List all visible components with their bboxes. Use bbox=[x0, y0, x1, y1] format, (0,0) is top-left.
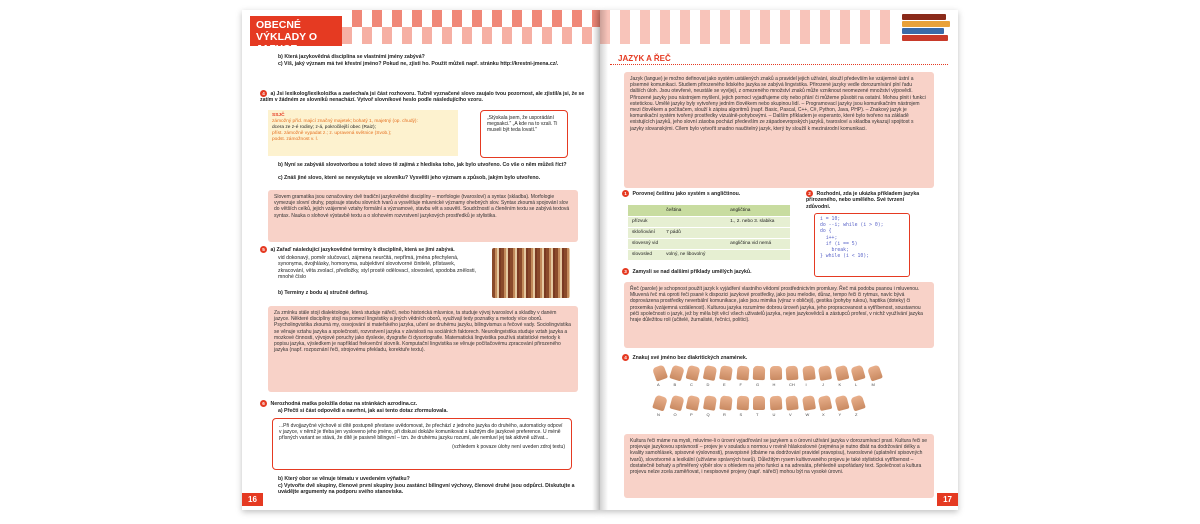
hand-sign-label: Q bbox=[706, 412, 710, 417]
right-header bbox=[600, 10, 958, 50]
question-3 bbox=[622, 268, 812, 275]
hand-sign-label: G bbox=[756, 382, 760, 387]
hand-sign-icon bbox=[834, 365, 849, 381]
hand-sign-icon bbox=[850, 394, 866, 411]
hand-sign-icon bbox=[785, 395, 798, 410]
question-6c: c) Vytvořte dvě skupiny, členové první skupiny jsou zastánci bilingvní výchovy, členové druhé jsou odpůrci. Diskutujte a uvádějte argumenty na podporu svého stanoviska. bbox=[278, 483, 575, 496]
table-cell: 7 pádů bbox=[662, 227, 726, 238]
hand-sign-label: L bbox=[855, 382, 858, 387]
hand-sign-icon bbox=[685, 365, 700, 381]
code-line: i = 10; bbox=[820, 217, 841, 222]
code-line: do --i; while (i > 0); bbox=[820, 223, 884, 229]
question-4 bbox=[260, 90, 590, 104]
question-c1: c) Víš, jaký význam má tvé křestní jméno? Pokud ne, zjisti ho. Použít můžeš např. stránku http://krestni-jmena.cz/. bbox=[278, 61, 559, 67]
hand-sign-label: E bbox=[723, 382, 726, 387]
hand-sign-label: X bbox=[822, 412, 825, 417]
code-line: if (i == 5) bbox=[820, 241, 858, 247]
question-1 bbox=[622, 190, 802, 197]
dictionary-entry bbox=[268, 110, 458, 156]
code-line: } while (i < 10); bbox=[820, 254, 870, 260]
question-2 bbox=[806, 190, 926, 210]
hand-sign-icon bbox=[736, 366, 749, 381]
question-number: 2 bbox=[806, 190, 813, 197]
hand-sign-label: W bbox=[805, 412, 810, 417]
hand-sign-icon bbox=[669, 395, 684, 412]
checker-pattern bbox=[600, 10, 900, 44]
dictionary-line: zámožný příd. majicí značný majetek; bohatý 1, majetný (op. chudý): bbox=[272, 119, 418, 124]
hand-sign-label: J bbox=[822, 382, 824, 387]
hand-sign-label: T bbox=[756, 412, 759, 417]
hand-sign-icon bbox=[818, 365, 832, 381]
question-number: 3 bbox=[622, 268, 629, 275]
hand-sign-icon bbox=[702, 395, 716, 411]
question-5 bbox=[260, 246, 490, 253]
question-text: a) Jsi lexikolog/lexikoložka a zaelecha/a jsi část rozhovoru. Tučně vyznačené slovo zaujalo tvou pozornost, ale zjistil/a jsi, že se zatím v žádném ze slovníků nenachází. Vytvoř slovníkové heslo podle následujícího vzoru. bbox=[260, 90, 585, 104]
hand-sign-label: O bbox=[673, 412, 677, 417]
hand-sign-label: U bbox=[772, 412, 776, 417]
hand-sign-label: A bbox=[657, 382, 660, 387]
hand-sign-icon bbox=[753, 396, 765, 410]
hand-sign-icon bbox=[850, 365, 865, 382]
table-cell: skloňování bbox=[628, 227, 662, 238]
hand-sign-label: P bbox=[690, 412, 693, 417]
table-cell bbox=[726, 249, 790, 260]
quote-box: „Stýskala jsem, že usporádání megsakci." „A kde na to vzali. Ti museli být teda lovatí." bbox=[480, 110, 568, 158]
hand-sign-icon bbox=[769, 396, 782, 411]
table-cell: přízvuk bbox=[628, 216, 662, 227]
hand-sign-label: F bbox=[739, 382, 742, 387]
table-row bbox=[628, 227, 790, 238]
code-line: break; bbox=[820, 248, 849, 254]
question-number: 4 bbox=[622, 354, 629, 361]
question-number: 1 bbox=[622, 190, 629, 197]
hand-sign-icon bbox=[867, 364, 883, 381]
hand-sign-label: I bbox=[805, 382, 807, 387]
info-box-disciplines: Za zmínku stále stojí dialektologie, která studuje nářečí, nebo historická mluvnice, ta studuje vývoj tvarosloví a skladby v daném jazyce. Některé disciplíny stojí na pomezí lingvistiky a jiných vědních oborů, využívají tedy poznatky a metody více oborů. Psycholingvistika zkoumá my, osvojování si mateřského jazyka, učení se druhému jazyku, bilingvismus a řečové vady. Sociolingvistika se věnuje vztahu jazyka a společnosti, rozvrstvení jazyka v závislosti na sociálních faktorech. Neurolingvistika studuje vztah jazyka a mozkové činnosti, vývojové poruchy jako dyslexie, dysgrafie či dysortografie. Matematická lingvistika používá statistické metody k popisu jazyka, výsledkem je například frekvenční slovník. Komputační lingvistika se věnuje počítačovému zpracování přirozeného jazyka (např. rozpoznání řeči, strojovému překladu, korektuře textu). bbox=[268, 306, 578, 392]
question-text: Zamysli se nad dalšími příklady umělých jazyků. bbox=[632, 268, 752, 275]
answer-excerpt-box bbox=[272, 418, 572, 470]
left-header bbox=[242, 10, 600, 55]
hand-sign-icon bbox=[719, 395, 732, 410]
table-header-row bbox=[628, 205, 790, 216]
table-cell: slovosled bbox=[628, 249, 662, 260]
comparison-table bbox=[628, 205, 790, 261]
sign-alphabet-grid bbox=[654, 366, 884, 428]
question-text: Znakuj své jméno bez diakritických znamének. bbox=[632, 354, 748, 361]
question-text: Porovnej češtinu jako systém s angličtinou. bbox=[632, 190, 741, 197]
hand-sign-label: B bbox=[673, 382, 677, 387]
question-text: Nerozhodná matka položila dotaz na stránkách azrodina.cz. bbox=[270, 400, 418, 407]
hand-sign-icon bbox=[818, 395, 833, 411]
question-number: 4 bbox=[260, 90, 267, 97]
info-box-grammar: Slovem gramatika jsou označovány dvě tradiční jazykovědné disciplíny – morfologie (tvarosloví) a syntax (skladba). Morfologie vymezuje slovní druhy, popisuje stavbu slovních tvarů a vysvětluje mluvnické významy ohebných slov. Syntax zkoumá spojování slov do větších celků, jejich vzájemné vztahy formální a významové, stavbu vět a souvětí. Soudržností a členěním textu se zabývá textová syntax. Nauka o slohové výstavbě textu a o slohovém rozvrstvení jazykových prostředků je stylistika. bbox=[268, 190, 578, 242]
hand-sign-icon bbox=[652, 364, 668, 381]
checker-pattern-top bbox=[342, 10, 600, 27]
question-6b: b) Který obor se věnuje tématu v uvedeném výňatku? bbox=[278, 476, 410, 482]
table-cell bbox=[662, 216, 726, 227]
question-5b: b) Termíny z bodu a) stručně definuj. bbox=[278, 290, 369, 296]
archive-photo bbox=[492, 248, 570, 298]
hand-sign-label: S bbox=[739, 412, 743, 417]
source-note: (vzhledem k povaze úlohy není uveden zdroj textu) bbox=[452, 443, 565, 450]
table-header-cell bbox=[628, 205, 662, 216]
table-row bbox=[628, 249, 790, 260]
hand-sign-icon bbox=[719, 365, 733, 381]
hand-sign-label: C bbox=[690, 382, 693, 387]
dictionary-line: příst. zámožně vypadat z.; z. upravená světnice (Svob.); bbox=[272, 131, 392, 136]
hand-sign-icon bbox=[786, 366, 799, 381]
answer-excerpt: ...Při dvojjazyčné výchově si dítě postupně přestane uvědomovat, že přechází z jednoho jazyka do druhého, automaticky odpoví v jazyce, v němž je třeba jen vysloveno jeho jméno, při diskusi dokáže komunikovat s každým dle jazykové preference. U méně přísných variant se stává, že dítě je pasivně bilingvní – tzn. že druhému jazyku rozumí, ale nemluví jej tak aktivně užívat... bbox=[279, 423, 563, 442]
table-cell bbox=[662, 238, 726, 249]
table-row bbox=[628, 216, 790, 227]
code-sample bbox=[814, 213, 910, 277]
code-line: do { bbox=[820, 229, 832, 235]
hand-sign-label: Y bbox=[838, 412, 842, 417]
question-4b: b) Nyní se zabýváš slovotvorbou a totež slovo tě zajímá z hlediska toho, jak bylo utvořeno. Co vše o něm můžeš říct? bbox=[278, 162, 567, 168]
dictionary-line: dcera ze z-é rodiny; z-á, pokročilejší obec (Raiz); bbox=[272, 125, 376, 130]
hand-sign-icon bbox=[753, 366, 765, 380]
hand-sign-label: R bbox=[723, 412, 726, 417]
page-number-right: 17 bbox=[937, 493, 958, 506]
question-text: Rozhodni, zda je ukázka příkladem jazyka přirozeného, nebo umělého. Své tvrzení zdůvodni. bbox=[806, 190, 920, 210]
dictionary-title: SSJČ bbox=[272, 113, 285, 118]
question-b1: b) Která jazykovědná disciplína se vlastními jmény zabývá? bbox=[278, 54, 425, 60]
info-box-language: Jazyk (langue) je možno definovat jako systém ustálených znaků a pravidel jejich užívání, slouží především ke vzájemné ústní a písemné komunikaci. Studiem přirozeného lidského jazyka se zabývá lingvistika. Přirozené jazyky vedle dorozumívání plní řadu dalších úloh. Jsou otevřené, neustále se vyvíjejí, z omezeného množství znaků může vzniknout neomezené množství výpovědí. Přirozené jazyky jsou nástrojem myšlení, jejich pomocí vyjadřujeme city nebo přání či můžeme působit na ostatní. Mohou plnit i funkci estetickou. Umělé jazyky byly vytvořeny jedním člověkem nebo skupinou lidí. – Programovací jazyky jsou komunikačním nástrojem mezi člověkem a počítačem, slouží k zápisu algoritmů (např. Basic, Pascal, C++, C#, Python, Java, PHP). – Znakový jazyk je komunikační systém tvořený prostředky vizuálně-pohybovými. – Dalším příkladem je esperanto, které bylo tvořeno na základě existujících jazyků, jeho slovní zásoba pochází především ze západoevropských jazyků, tvarosloví a skladba vykazují spojitost s jazyky slovanskými. Cílem bylo vytvořit snadno naučitelný jazyk, který by sloužil k mezinárodní komunikaci. bbox=[624, 72, 934, 188]
question-text: a) Zařaď následující jazykovědné termíny k disciplíně, která se jimi zabývá. bbox=[270, 246, 455, 253]
question-6 bbox=[260, 400, 580, 407]
question-number: 6 bbox=[260, 400, 267, 407]
hand-sign-icon bbox=[801, 395, 815, 411]
table-header-cell: angličtina bbox=[726, 205, 790, 216]
hand-sign-icon bbox=[669, 365, 685, 382]
hand-sign-label: V bbox=[789, 412, 792, 417]
hand-sign-label: M bbox=[871, 382, 875, 387]
question-number: 5 bbox=[260, 246, 267, 253]
table-cell: slovesný vid bbox=[628, 238, 662, 249]
chapter-title: OBECNÉ VÝKLADY O JAZYCE bbox=[250, 16, 342, 46]
section-divider bbox=[610, 64, 948, 65]
table-cell: angličtina vid nemá bbox=[726, 238, 790, 249]
info-box-culture: Kultura řeči máme na mysli, mluvíme-li o úrovni vyjadřování se jazykem a o úrovni užívání jazyka v dorozumívací praxi. Kultura řeči se projevuje jazykovou správností – projev je v souladu s normou v rovině hláskoslovné (zejména je nutno dbát na dodržování délky a kvality samohlásek, spisovné výslovnosti), pravopisné (dbáme na dodržování pravidel pravopisu), tvaroslovné (uplatnění spisovných tvarů), slovotvorné a lexikální (užíváme správných tvarů). Důležitým rysem kultivovaného projevu je také stylistická vytříbenost – dostatečně bohatý a přiměřený výběr slov s ohledem na jeho funkci a na adresáta, přehledně uspořádaný text. Společnost a kultura projevu nelze zcela zaměňovat, i nespisovné projevy (např. nářečí) mohou být na vysoké úrovni. bbox=[624, 434, 934, 498]
question-4 bbox=[622, 354, 842, 361]
left-page bbox=[242, 10, 600, 510]
hand-sign-icon bbox=[834, 395, 849, 412]
hand-sign-icon bbox=[652, 394, 668, 411]
hand-sign-label: K bbox=[838, 382, 842, 387]
section-title: JAZYK A ŘEČ bbox=[618, 54, 671, 63]
hand-sign-icon bbox=[702, 365, 716, 381]
page-number-left: 16 bbox=[242, 493, 263, 506]
hand-sign-label: D bbox=[706, 382, 710, 387]
hand-sign-icon bbox=[769, 366, 781, 380]
hand-sign-icon bbox=[802, 365, 816, 380]
hand-sign-label: Z bbox=[855, 412, 858, 417]
right-page bbox=[600, 10, 958, 510]
table-header-cell: čeština bbox=[662, 205, 726, 216]
hand-sign-icon bbox=[736, 396, 749, 411]
hand-sign-label: N bbox=[657, 412, 660, 417]
books-icon bbox=[902, 14, 952, 42]
hand-sign-label: CH bbox=[789, 382, 795, 387]
table-cell: 1., 2. nebo 3. slabika bbox=[726, 216, 790, 227]
dictionary-line: podst. zámožnost v. l. bbox=[272, 137, 319, 142]
question-6a: a) Přečti si část odpovědi a navrhni, jak asi tento dotaz zformulovala. bbox=[278, 408, 448, 414]
terms-list: vid dokonavý, poměr slučovací, zájmena neurčitá, nepřímá, jména přechylená, synonyma, dvojhlásky, homonyma, subjektivní slovotvorné činitelé, přístavek, zkracování, věta zvolací, předložky, styl prostě odělovací, slovosled, spodoba znělosti, mnohé číslo bbox=[278, 255, 476, 281]
code-line: i++; bbox=[820, 235, 838, 241]
hand-sign-icon bbox=[686, 395, 701, 411]
info-box-speech: Řeč (parole) je schopnost použít jazyk k vyjádření vlastního vědomí prostřednictvím promluvy. Řeč má podobu psanou i mluvenou. Mluvená řeč má oproti řeči psané k dispozici jazykové prostředky, jako jsou melodie, důraz, tempo řeči či rytmus, navíc bývá doprovázena prostředky neverbální komunikace, jako jsou mimika (výraz v obličeji), gestika (pohyby rukou), haptika (doteky) či proxemika (vzájemná vzdálenost). Kulturou jazyka rozumíme dobrou úroveň jazyka, jeho propracovanost a vytříbenost, soustavnou péči společnosti o jazyk, jež by měla být věcí všech uživatelů jazyka, nejen jazykovědců a zástupců profesí, v nichž využívání jazyka hraje důležitou roli (učitelé, žurnalisté, řečníci, politici). bbox=[624, 282, 934, 348]
table-row bbox=[628, 238, 790, 249]
hand-sign-label: H bbox=[772, 382, 776, 387]
table-cell bbox=[726, 227, 790, 238]
table-cell: volný, ne libovolný bbox=[662, 249, 726, 260]
question-4c: c) Znáš jiné slovo, které se nevyskytuje ve slovníku? Vysvětli jeho význam a způsob, jakým bylo utvořeno. bbox=[278, 175, 541, 181]
